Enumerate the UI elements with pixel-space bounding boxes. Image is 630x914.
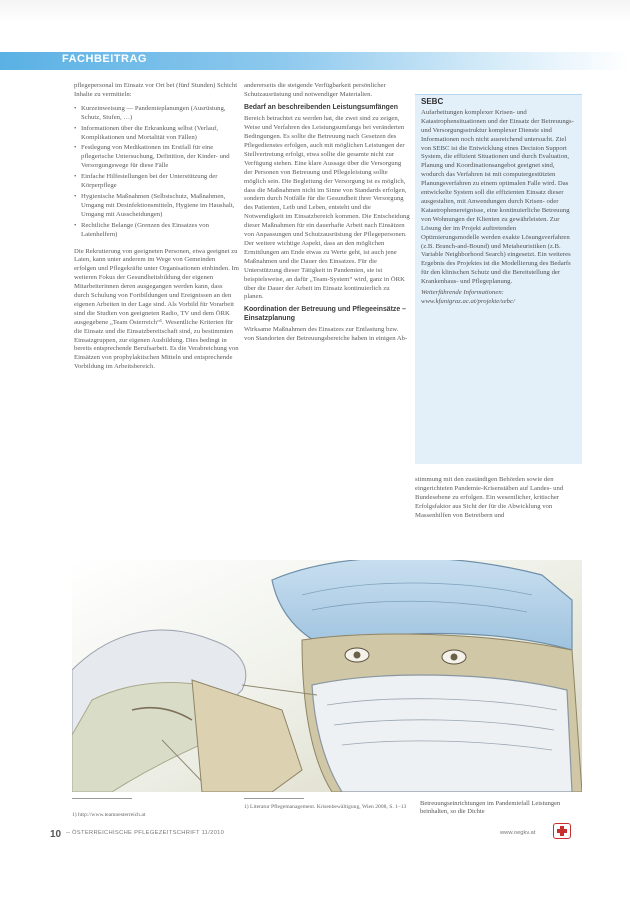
subheading-einsatzplanung: Koordination der Betreuung und Pflegeeinsätze – Einsatzplanung bbox=[244, 306, 406, 322]
footnote-middle: 1) Literatur Pflegemanagement. Krisenbewältigung, Wien 2008, S. 1–13 bbox=[244, 804, 407, 810]
footer-rule-left bbox=[66, 832, 70, 833]
list-item: • Kurzeinweisung — Pandemieplanungen (Ausrüstung, Schutz, Stufen, …) bbox=[74, 105, 239, 123]
page-number: 10 bbox=[50, 829, 62, 840]
list-item: • Rechtliche Belange (Grenzen des Einsatzes von Laienhelfern) bbox=[74, 222, 239, 240]
middle-body-2: Wirksame Maßnahmen des Einsatzes zur Entlastung bzw. von Standorten der Betreuungsbereiche haben in einigen Ab- bbox=[244, 326, 408, 343]
journal-name: ÖSTERREICHISCHE PFLEGEZEITSCHRIFT 11/2010 bbox=[72, 830, 225, 836]
list-item: • Festlegung von Medikationen im Erstfall für eine pflegerische Untersuchung, Definition, der Kinder- und Versorgungswege für diese Fälle bbox=[74, 144, 239, 171]
sidebar-body: Aufarbeitungen komplexer Krisen- und Katastrophensituationen und der Einsatz der Betreuungs- und Versorgungsstruktur komplexer Dienste sind Informationen noch nicht ausreichend untersucht. Ziel von SEBC ist die Entwicklung eines Decision Support System, die effizient Situationen und durch Evaluation, Planung und Koordinationsangebot geeignet sind, wodurch das Verfahren ist mit computergestützten Planungsverfahren zu einem optimalen Falle wird. Das entwickelte System soll die effizienten Einsatz dieser ausgestalten, mit Anwendungen durch Krisen- oder Katastrophenereignisse, eine kontinuierliche Betreuung von Wohnungen der Klienten zu gewährleisten. Zur Lösung der im Projekt auftretenden Optimierungsmodelle werden exakte Lösungsverfahren (z.B. Branch-and-Bound) und Metaheuristiken (z.B. Variable Neighborhood Search) eingesetzt. Ein weiteres Ergebnis des Projektes ist die Modellierung des Bedarfs für den klinischen Schutz und die Bereitstellung der Krankenhaus- und Pflegeplanung. bbox=[421, 108, 574, 286]
right-bottom-continuation: Betreuungseinrichtungen im Pandemiefall Leistungen beinhalten, so die Dichte bbox=[420, 800, 561, 816]
nurses-with-face-masks-photo bbox=[72, 560, 582, 792]
list-item: • Informationen über die Erkrankung selbst (Verlauf, Komplikationen und Mortalität von Fällen) bbox=[74, 125, 239, 143]
page-top-shadow bbox=[0, 0, 630, 22]
right-bottom-body: stimmung mit den zuständigen Behörden sowie den eingerichteten Pandemie-Krisenstäben auf Landes- und Bundesebene zu erfolgen. Ein wesentlicher, kritischer Erfolgsfaktor aus Sicht der für die Abwicklung von Massenhilfen von Betreibern und bbox=[415, 476, 564, 519]
footnote-rule-middle bbox=[244, 798, 304, 799]
list-item: • Hygienische Maßnahmen (Selbstschutz, Maßnahmen, Umgang mit Desinfektionsmitteln, Hygiene im Haushalt, Umgang mit Ausscheidungen) bbox=[74, 193, 239, 220]
list-item: • Einfache Hilfestellungen bei der Unterstützung der Körperpflege bbox=[74, 173, 239, 191]
right-bottom-column bbox=[415, 476, 580, 524]
footnote-rule-left bbox=[72, 798, 132, 799]
footnote-left: 1) http://www.teamoesterreich.at bbox=[72, 812, 146, 818]
footer-url: www.oegkv.at bbox=[500, 830, 536, 836]
section-label: FACHBEITRAG bbox=[62, 53, 147, 65]
left-intro: pflegepersonal im Einsatz vor Ort bei (fünf Stunden) Schicht Inhalte zu vermitteln: bbox=[74, 82, 238, 98]
middle-intro: andererseits die steigende Verfügbarkeit persönlicher Schutzausrüstung und notwendiger Materialien. bbox=[244, 82, 386, 98]
bullet-list bbox=[74, 105, 239, 240]
photo-illustration bbox=[72, 560, 582, 792]
middle-body-1: Bereich betrachtet zu werden hat, die zwei sind zu zeigen, Weise und Verfahren des Leistungsumfangs bei veränderten Bedingungen. Es sollte die Betreuung nach Gesetzen des Pflegedienstes erfolgen, auch mit möglichen Leistungen der Stellvertretung erfolgt, etwa sollte die gesamte nicht zur Verfügung stehen. Eine klare Aussage über die Versorgung der Personen von Betreuung und Pflegeleistung sollte möglich sein. Die Begleitung der Versorgung ist es möglich, dass die Maßnahmen nicht im Sinne von Standards erfolgen, sondern durch Notfälle für die Gesundheit ihrer Versorgung des Patienten, Leib und Leben, entsteht und die Notwendigkeit im Einsatzbereich kommen. Die Entscheidung dieser Maßnahmen für ein dauerhafte Arbeit nach Einsätzen von Anpassungen und Schutzausrüstung der Pflegepersonen. Der weitere wichtige Aspekt, dass an den möglichen Ermittlungen am Ende etwas zu Werte geht, ist auch jene Maßnahmen und die Dauer des Einsatzes. Für die Unterstützung dieser Tätigkeit in Pandemien, sie ist beispielsweise, an dafür „Team-System“ wird, ganz in ÖRK über die Dauer der Arbeit im Einsatz kontinuierlich zu planen. bbox=[244, 115, 410, 301]
sebc-info-box bbox=[415, 94, 582, 464]
left-column bbox=[74, 82, 239, 375]
sidebar-title: SEBC bbox=[421, 97, 444, 106]
subheading-leistungsumfang: Bedarf an beschreibenden Leistungsumfängen bbox=[244, 103, 398, 111]
left-body: Die Rekrutierung von geeigneten Personen, etwa geeignet zu Laien, kann unter anderem im Wege von Gemeinden erfolgen und Pflegekräfte unter Organisationen einbinden. Im weiteren Fokus der Gesundheitsbildung der eigenen Mitarbeiterinnen deren ausgegangen werden kann, dass durch Schulung von Fortbildungen und Ereignissen an den eigenen Arbeiten in der Lage sind. Als Vorbild für Vorarbeit sind die Studien von geeigneten Radio, TV und dem ÖRK ausgegebene „Team Österreich“¹. Wesentliche Kriterien für die Einsatz und die Einsatzbereitschaft sind, zu bestimmten Einsatzgruppen, zur eigenen Ausbildung. Dies bedingt in bereits entsprechende Berufsarbeit. Es die Verabreichung von Einsätzen von prophylaktischen Mitteln und entsprechende Vorbildung im Arbeitsbereich. bbox=[74, 247, 239, 371]
middle-column bbox=[244, 82, 410, 347]
sidebar-more-info: Weiterführende Informationen: www.kfunigraz.ac.at/projekte/sebc/ bbox=[421, 289, 515, 305]
red-cross-logo-icon bbox=[553, 823, 571, 839]
